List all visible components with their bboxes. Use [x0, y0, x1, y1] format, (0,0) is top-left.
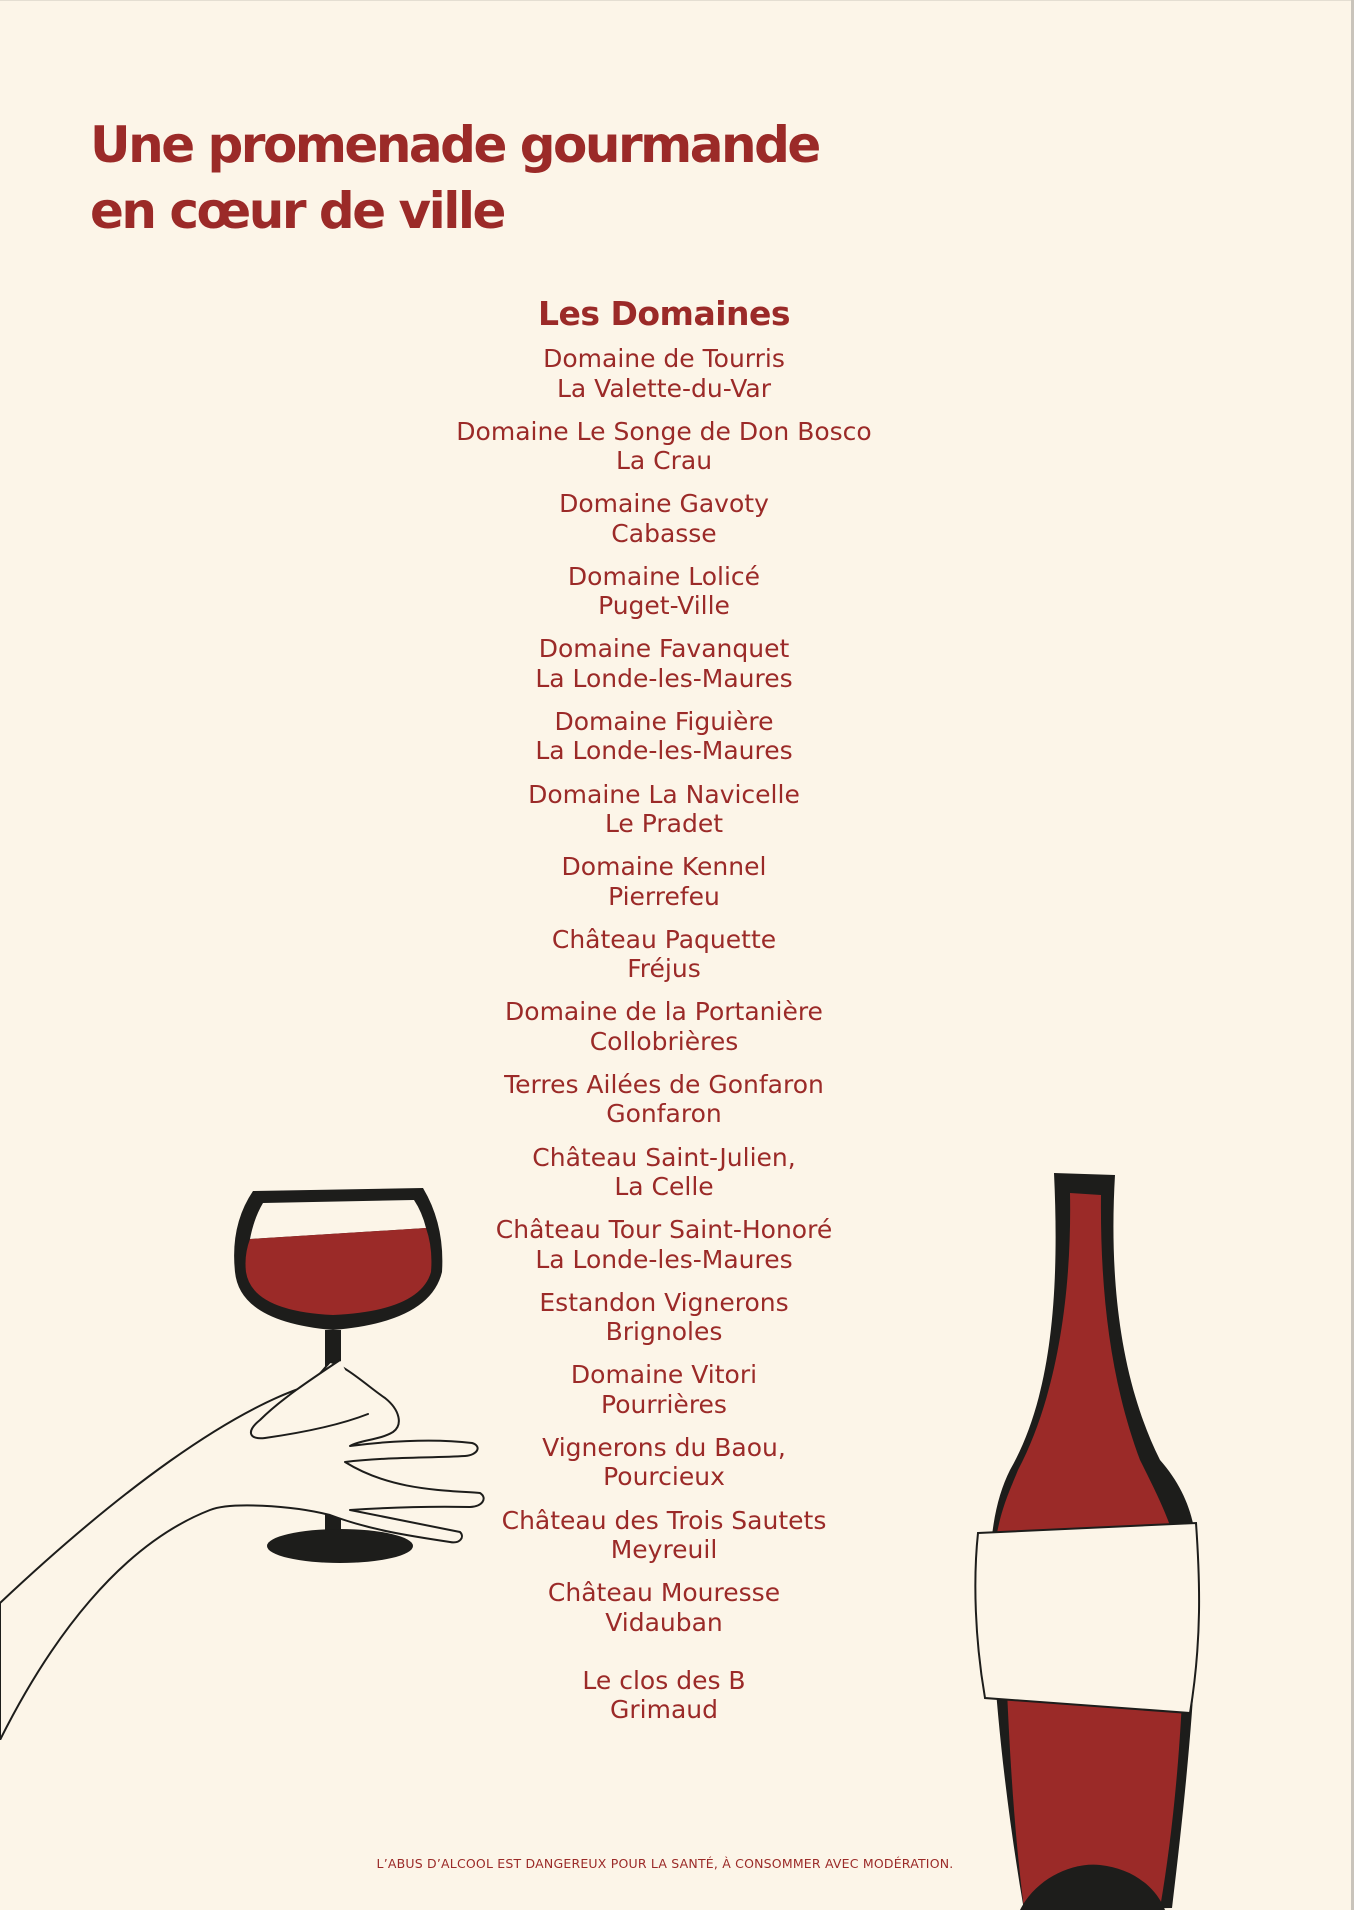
wine-glass-in-hand-icon [0, 1180, 500, 1740]
domain-entry [364, 417, 964, 490]
health-warning: L’ABUS D’ALCOOL EST DANGEREUX POUR LA SANTÉ, À CONSOMMER AVEC MODÉRATION. [376, 1856, 954, 1871]
domain-town: Le Pradet [604, 809, 724, 839]
domain-entry [364, 997, 964, 1070]
wine-bottle-icon [970, 1170, 1210, 1910]
domain-name: Château Saint-Julien, [532, 1142, 796, 1172]
domain-name: Domaine Figuière [554, 706, 774, 736]
domain-name: Domaine Vitori [570, 1360, 758, 1390]
domains-heading: Les Domaines [537, 294, 791, 333]
domain-town: Collobrières [589, 1026, 739, 1056]
domain-name: Domaine Le Songe de Don Bosco [456, 416, 872, 446]
domain-name: Domaine Kennel [561, 852, 767, 882]
domain-town: Puget-Ville [598, 591, 730, 621]
page-title-line-1: Une promenade gourmande [90, 116, 819, 174]
domain-name: Château Mouresse [547, 1578, 781, 1608]
domain-name: Vignerons du Baou, [542, 1432, 786, 1462]
domain-entry [364, 925, 964, 998]
domain-name: Terres Ailées de Gonfaron [504, 1069, 824, 1099]
domain-town: Pierrefeu [608, 881, 720, 911]
page-title-line-2: en cœur de ville [90, 182, 504, 240]
domain-town: La Londe-les-Maures [535, 1244, 793, 1274]
domain-town: Pourrières [601, 1389, 727, 1419]
domain-name: Château Paquette [551, 924, 777, 954]
domain-town: Brignoles [605, 1317, 723, 1347]
domain-entry [364, 562, 964, 635]
domain-name: Domaine La Navicelle [528, 779, 800, 809]
domain-entry [364, 852, 964, 925]
domain-entry [364, 634, 964, 707]
page-top-edge [0, 0, 1354, 1]
domain-town: La Celle [614, 1172, 714, 1202]
domain-name: Estandon Vignerons [539, 1287, 789, 1317]
domain-entry [364, 1070, 964, 1143]
domain-name: Domaine Favanquet [538, 634, 790, 664]
domain-town: Gonfaron [606, 1099, 722, 1129]
domain-town: Grimaud [610, 1695, 718, 1725]
domain-town: Pourcieux [603, 1462, 725, 1492]
domain-name: Domaine Lolicé [567, 561, 761, 591]
domain-name: Château Tour Saint-Honoré [495, 1215, 833, 1245]
domain-town: La Crau [615, 446, 713, 476]
domain-town: Meyreuil [610, 1535, 718, 1564]
domain-town: La Valette-du-Var [556, 373, 772, 403]
domain-town: La Londe-les-Maures [535, 736, 793, 766]
domain-name: Château des Trois Sautets [501, 1505, 827, 1535]
domain-entry [364, 707, 964, 780]
domain-town: La Londe-les-Maures [535, 663, 793, 693]
domain-name: Domaine de Tourris [543, 344, 785, 373]
domain-entry [364, 780, 964, 853]
page-title [90, 112, 819, 244]
domain-town: Vidauban [605, 1607, 723, 1637]
domain-name: Domaine de la Portanière [505, 997, 823, 1027]
domain-name: Domaine Gavoty [559, 489, 769, 519]
domain-town: Cabasse [611, 518, 717, 548]
domain-town: Fréjus [627, 954, 701, 984]
domain-entry [364, 489, 964, 562]
domain-name: Le clos des B [582, 1665, 746, 1695]
domain-entry [364, 344, 964, 417]
